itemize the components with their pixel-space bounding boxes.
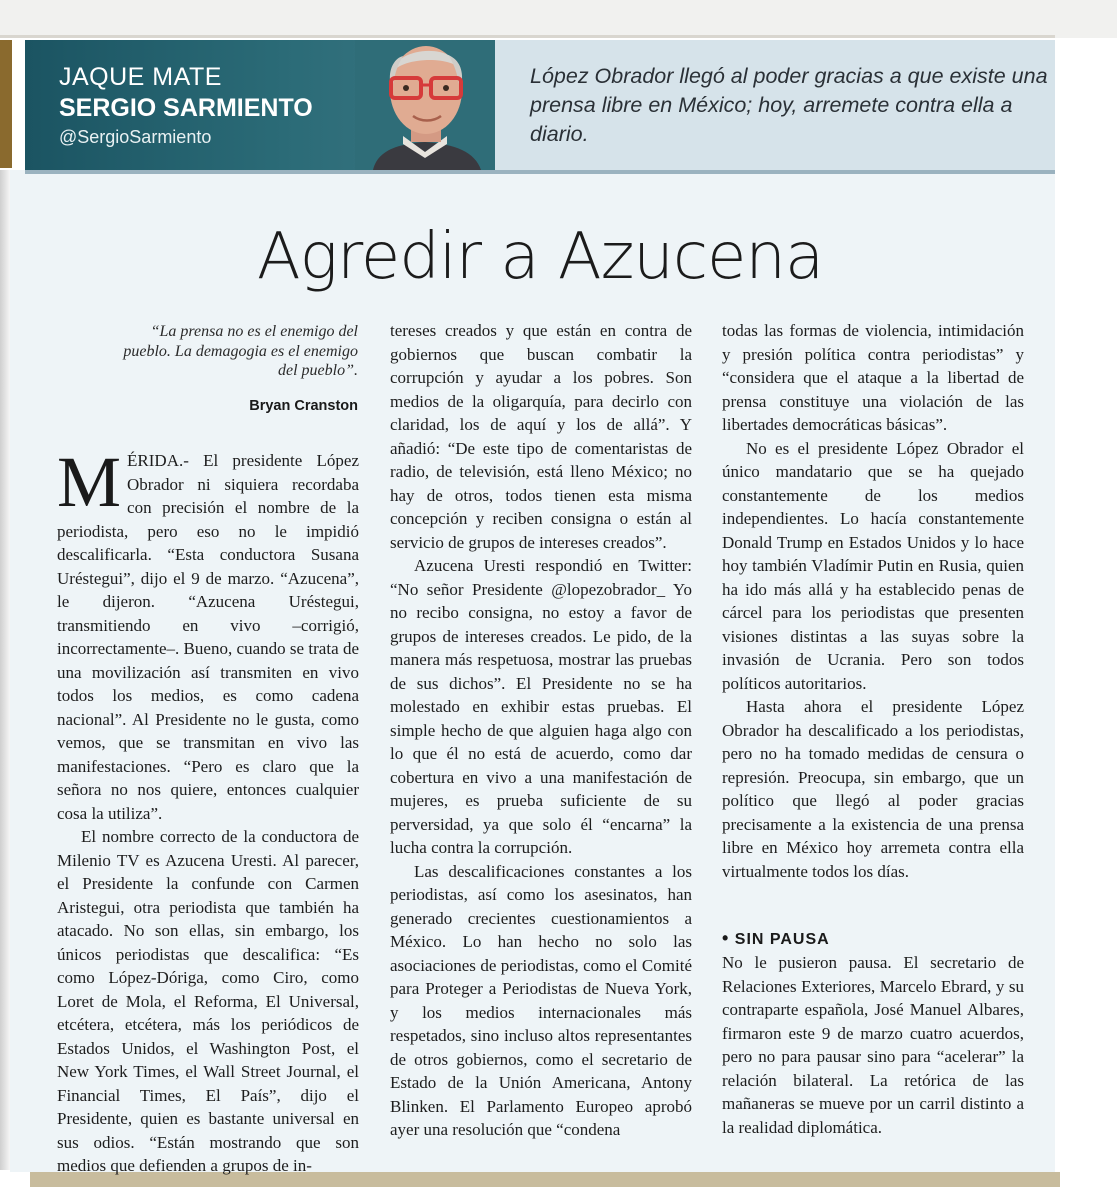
top-page-strip (0, 0, 1117, 38)
epigraph-quote: “La prensa no es el enemigo del pueblo. La demagogia es el enemigo del pueblo”. (123, 323, 358, 379)
article-paragraph: Las descalificaciones constantes a los periodistas, así como los asesinatos, han generado crecientes cuestionamientos a México. Lo han hecho no solo las asociaciones de periodistas, como el Comité para Proteger a Periodistas de Nueva York, y los medios internacionales más respetados, sino incluso altos representantes de otros gobiernos, como el secretario de Estado de la Unión Americana, Antony Blinken. El Parlamento Europeo aprobó ayer una resolución que “condena (390, 861, 692, 1139)
column-name: JAQUE MATE (59, 63, 222, 91)
author-handle: @SergioSarmiento (59, 127, 212, 147)
column-tagline: López Obrador llegó al poder gracias a que existe una prensa libre en México; hoy, arremete contra ella a diario. (530, 64, 1048, 146)
article-column-3 (722, 319, 1024, 1139)
page-fold-shadow (0, 170, 10, 1170)
article-paragraph: El nombre correcto de la conductora de Milenio TV es Azucena Uresti. Al parecer, el Presidente la confunde con Carmen Aristegui, otra periodista que también ha atacado. No son ellas, sin embargo, los únicos periodistas que descalifica: “Es como López-Dóriga, como Ciro, como Loret de Mola, el Reforma, El Universal, etcétera, etcétera, más los periódicos de Estados Unidos, el Washington Post, el New York Times, el Wall Street Journal, el Financial Times, El País”, dijo el Presidente, quien es bastante universal en sus odios. “Están mostrando que son medios que defienden a grupos de in- (57, 827, 359, 1175)
epigraph-author: Bryan Cranston (249, 398, 358, 414)
article-paragraph (57, 442, 359, 825)
author-name: SERGIO SARMIENTO (59, 94, 313, 122)
article-paragraph: todas las formas de violencia, intimidación y presión política contra periodistas” y “considera que el ataque a la libertad de prensa constituye una violación de las libertades democráticas básicas”. (722, 321, 1024, 434)
article-paragraph: Azucena Uresti respondió en Twitter: “No señor Presidente @lopezobrador_ Yo no recibo consigna, no estoy a favor de grupos de intereses creados. Le pido, de la manera más respetuosa, mostrar las pruebas de sus dichos”. El Presidente no se ha molestado en exhibir estas pruebas. El simple hecho de que alguien haga algo con lo que él no está de acuerdo, como dar cobertura en vivo a una manifestación de mujeres, es prueba suficiente de su perversidad, ya que solo él “encarna” la lucha contra la corrupción. (390, 556, 692, 857)
article-headline: Agredir a Azucena (256, 220, 824, 294)
drop-cap: M (57, 442, 122, 522)
article-column-2 (390, 319, 692, 1142)
left-gold-bar (0, 40, 12, 168)
article-paragraph: Hasta ahora el presidente López Obrador ha descalificado a los periodistas, pero no ha tomado medidas de censura o represión. Preocupa, sin embargo, que un político que llegó al poder gracias precisamente a la existencia de una prensa libre en México hoy arremeta contra ella virtualmente todos los días. (722, 697, 1024, 881)
bullet-icon: • (722, 928, 730, 948)
column-header (25, 40, 1055, 174)
article-column-1 (57, 442, 359, 1178)
article-paragraph: No es el presidente López Obrador el único mandatario que se ha quejado constantemente de los medios independientes. Lo hacía constantemente Donald Trump en Estados Unidos y lo hace hoy también Vladímir Putin en Rusia, quien ha ido más allá y ha establecido penas de cárcel para los periodistas que presenten visiones distintas a las suyas sobre la invasión de Ucrania. Pero son todos políticos autoritarios. (722, 438, 1024, 693)
header-author-panel (25, 40, 495, 170)
author-photo (355, 40, 495, 170)
article-paragraph: tereses creados y que están en contra de gobiernos que buscan combatir la corrupción y ayudar a los pobres. Son medios de la oligarquía, para decirlo con claridad, los de aquí y los de allá”. Y añadió: “De este tipo de comentaristas de radio, de televisión, está lleno México; no hay de otros, todos tienen esta misma concepción y reciben consigna o están al servicio de grupos de intereses creados”. (390, 321, 692, 552)
section-subhead (722, 927, 1024, 951)
top-page-edge (0, 35, 1055, 38)
paragraph-text: ÉRIDA.- El presidente López Obrador ni siquiera recordaba con precisión el nombre de la periodista, pero eso no le impidió descalificarla. “Esta conductora Susana Uréstegui”, dijo el 9 de marzo. “Azucena”, le dijeron. “Azucena Uréstegui, transmitiendo en vivo –corrigió, incorrectamente–. Bueno, cuando se trata de una movilización así transmiten en vivo todos los medios, es como cadena nacional”. Al Presidente no le gusta, como vemos, que se transmitan en vivo las manifestaciones. “Pero es claro que la señora no nos quiere, entonces cualquier cosa la utiliza”. (57, 451, 359, 823)
subhead-text: SIN PAUSA (734, 931, 830, 948)
article-paragraph: No le pusieron pausa. El secretario de Relaciones Exteriores, Marcelo Ebrard, y su contraparte española, José Manuel Albares, firmaron este 9 de marzo cuatro acuerdos, pero no para pausar sino para “acelerar” la relación bilateral. La retórica de las mañaneras se mueve por un carril distinto a la realidad diplomática. (722, 953, 1024, 1137)
